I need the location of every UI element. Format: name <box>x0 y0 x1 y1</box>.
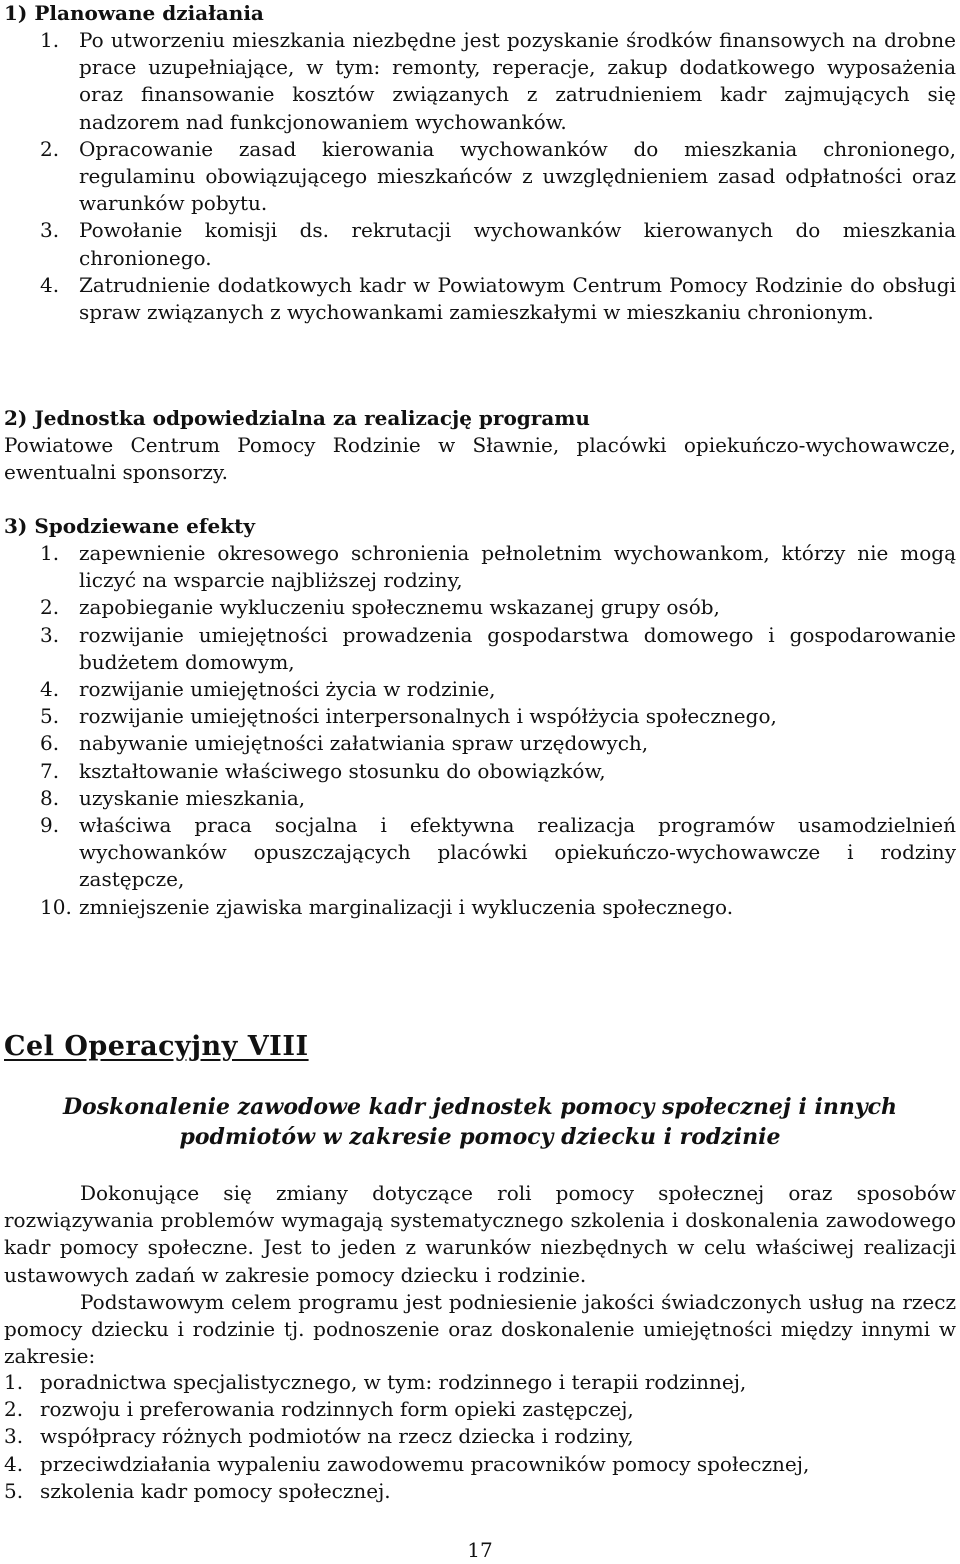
list-item <box>40 785 956 812</box>
operational-goal-subtitle <box>4 1092 956 1152</box>
list-item <box>40 812 956 894</box>
list-item <box>4 1423 956 1450</box>
responsible-unit-text: Powiatowe Centrum Pomocy Rodzinie w Sławnie, placówki opiekuńczo-wychowawcze, ewentualni sponsorzy. <box>4 433 956 485</box>
list-item <box>4 1369 956 1396</box>
body-paragraph: Dokonujące się zmiany dotyczące roli pomocy społecznej oraz sposobów rozwiązywania problemów wymagają systematycznego szkolenia i doskonalenia zawodowego kadr pomocy społeczne. Jest to jeden z warunków niezbędnych w celu właściwej realizacji ustawowych zadań w zakresie pomocy dziecku i rodzinie. <box>4 1181 956 1287</box>
list-item-number: 4. <box>4 1451 24 1476</box>
list-item-text: właściwa praca socjalna i efektywna realizacja programów usamodzielnień wychowanków opuszczających placówki opiekuńczo-wychowawcze i rodziny zastępcze, <box>79 813 956 892</box>
list-item-number: 4. <box>40 272 60 297</box>
list-item-number: 4. <box>40 677 60 702</box>
page-number: 17 <box>467 1538 493 1562</box>
section-responsible-unit <box>4 405 956 487</box>
list-item-number: 1. <box>40 541 60 565</box>
list-item <box>40 136 956 218</box>
expected-effects-list <box>40 540 956 921</box>
list-item <box>40 676 956 703</box>
list-item-text: Zatrudnienie dodatkowych kadr w Powiatowym Centrum Pomocy Rodzinie do obsługi spraw związanych z wychowankami zamieszkałymi w mieszkaniu chronionym. <box>79 272 956 325</box>
list-item-text: Powołanie komisji ds. rekrutacji wychowanków kierowanych do mieszkania chronionego. <box>79 218 956 270</box>
operational-goal-title: Cel Operacyjny VIII <box>4 1031 309 1062</box>
list-item-number: 3. <box>40 622 60 647</box>
list-item-text: współpracy różnych podmiotów na rzecz dziecka i rodziny, <box>40 1424 634 1449</box>
list-item-number: 2. <box>4 1397 24 1422</box>
list-item-number: 3. <box>40 218 60 243</box>
list-item <box>4 1396 956 1423</box>
list-item-text: rozwijanie umiejętności interpersonalnych i współżycia społecznego, <box>79 704 777 729</box>
list-item <box>40 217 956 271</box>
list-item <box>40 27 956 136</box>
list-item <box>40 540 956 594</box>
list-item-number: 6. <box>40 731 60 756</box>
training-areas-list <box>4 1369 956 1505</box>
list-item-text: Po utworzeniu mieszkania niezbędne jest pozyskanie środków finansowych na drobne prace uzupełniające, w tym: remonty, reperacje, zakup dodatkowego wyposażenia oraz finansowanie kosztów związanych z zatrudnieniem kadr zajmujących się nadzorem nad funkcjonowaniem wychowanków. <box>79 28 956 134</box>
list-item <box>4 1451 956 1478</box>
section-heading-planned-actions: 1) Planowane działania <box>4 1 264 25</box>
list-item-number: 5. <box>4 1478 24 1503</box>
list-item <box>40 622 956 676</box>
list-item-number: 2. <box>40 595 60 620</box>
operational-goal-body <box>4 1180 956 1370</box>
list-item-text: nabywanie umiejętności załatwiania spraw urzędowych, <box>79 731 649 756</box>
section-planned-actions <box>4 0 956 27</box>
planned-actions-list <box>40 27 956 326</box>
list-item-number: 7. <box>40 758 60 783</box>
list-item-text: przeciwdziałania wypaleniu zawodowemu pracowników pomocy społecznej, <box>40 1451 810 1476</box>
body-paragraph: Podstawowym celem programu jest podniesienie jakości świadczonych usług na rzecz pomocy dziecku i rodzinie tj. podnoszenie oraz doskonalenie umiejętności między innymi w zakresie: <box>4 1289 956 1369</box>
subtitle-line: podmiotów w zakresie pomocy dziecku i rodzinie <box>179 1124 781 1150</box>
list-item-number: 9. <box>40 813 60 838</box>
list-item-text: rozwijanie umiejętności prowadzenia gospodarstwa domowego i gospodarowanie budżetem domowym, <box>79 622 956 674</box>
section-heading-responsible-unit: 2) Jednostka odpowiedzialna za realizację programu <box>4 406 590 430</box>
list-item <box>40 272 956 326</box>
list-item-text: kształtowanie właściwego stosunku do obowiązków, <box>79 758 606 783</box>
list-item <box>40 594 956 621</box>
list-item-text: uzyskanie mieszkania, <box>79 785 306 810</box>
list-item-number: 5. <box>40 704 60 729</box>
subtitle-line: Doskonalenie zawodowe kadr jednostek pomocy społecznej i innych <box>62 1094 898 1120</box>
list-item-text: szkolenia kadr pomocy społecznej. <box>40 1478 391 1503</box>
list-item-number: 8. <box>40 785 60 810</box>
list-item <box>40 730 956 757</box>
list-item <box>40 894 956 921</box>
list-item <box>40 758 956 785</box>
list-item-text: zapobieganie wykluczeniu społecznemu wskazanej grupy osób, <box>79 595 720 620</box>
section-heading-expected-effects: 3) Spodziewane efekty <box>4 514 255 538</box>
list-item-number: 10. <box>40 894 72 919</box>
list-item <box>4 1478 956 1505</box>
list-item-text: zmniejszenie zjawiska marginalizacji i wykluczenia społecznego. <box>79 894 734 919</box>
list-item <box>40 703 956 730</box>
list-item-number: 3. <box>4 1424 24 1449</box>
list-item-number: 2. <box>40 136 60 161</box>
list-item-text: zapewnienie okresowego schronienia pełnoletnim wychowankom, którzy nie mogą liczyć na wsparcie najbliższej rodziny, <box>79 541 956 593</box>
list-item-number: 1. <box>4 1370 24 1394</box>
list-item-number: 1. <box>40 28 60 52</box>
list-item-text: rozwoju i preferowania rodzinnych form opieki zastępczej, <box>40 1397 634 1422</box>
list-item-text: poradnictwa specjalistycznego, w tym: rodzinnego i terapii rodzinnej, <box>40 1370 747 1394</box>
section-expected-effects <box>4 513 956 540</box>
list-item-text: rozwijanie umiejętności życia w rodzinie, <box>79 677 496 702</box>
list-item-text: Opracowanie zasad kierowania wychowanków do mieszkania chronionego, regulaminu obowiązującego mieszkańców z uwzględnieniem zasad odpłatności oraz warunków pobytu. <box>79 136 956 216</box>
